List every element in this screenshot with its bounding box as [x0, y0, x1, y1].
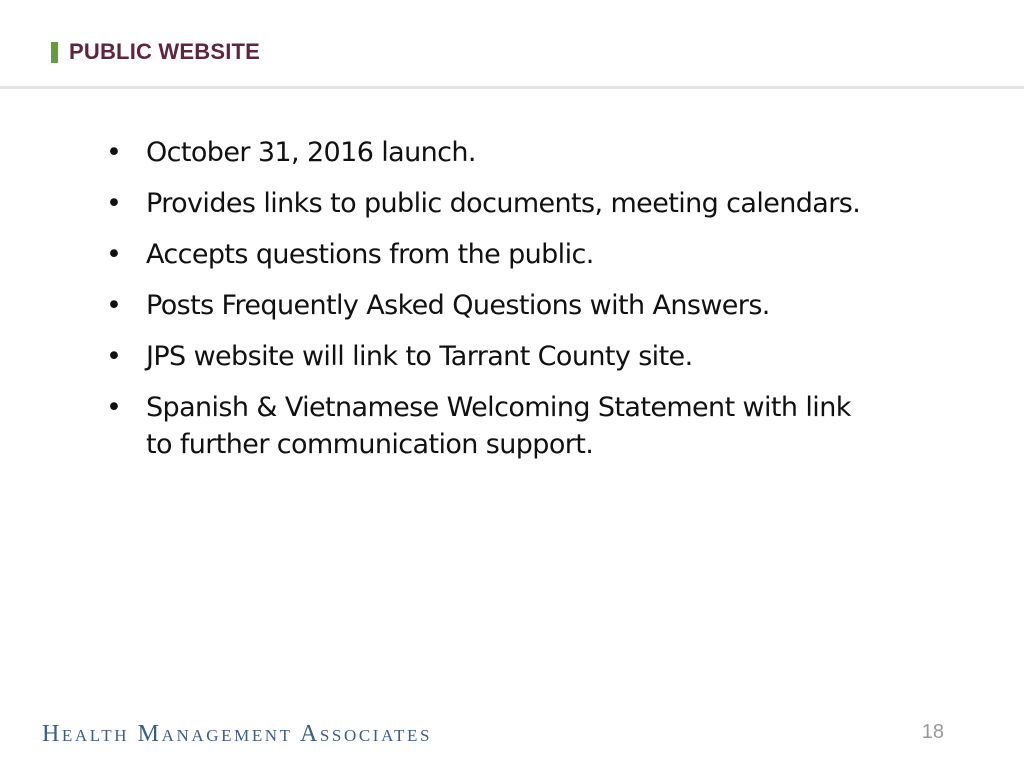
bullet-dot-icon: •	[106, 392, 122, 423]
header-divider	[0, 86, 1024, 89]
bullet-text: Posts Frequently Asked Questions with Answers.	[146, 290, 770, 321]
title-accent-bar	[51, 42, 58, 63]
slide-title: PUBLIC WEBSITE	[69, 39, 261, 64]
page-number: 18	[921, 721, 944, 743]
bullet-text: Spanish & Vietnamese Welcoming Statement with link to further communication support.	[146, 392, 851, 460]
bullet-dot-icon: •	[106, 239, 122, 270]
bullet-dot-icon: •	[106, 290, 122, 321]
bullet-text: October 31, 2016 launch.	[146, 137, 476, 168]
bullet-dot-icon: •	[106, 137, 122, 168]
bullet-text: JPS website will link to Tarrant County site.	[146, 341, 693, 372]
bullet-item	[106, 389, 866, 463]
bullet-text: Accepts questions from the public.	[146, 239, 594, 270]
bullet-text: Provides links to public documents, meeting calendars.	[146, 188, 861, 219]
bullet-dot-icon: •	[106, 188, 122, 219]
company-logo-text: Health Management Associates	[42, 721, 433, 747]
bullet-item	[106, 236, 866, 273]
bullet-item	[106, 134, 866, 171]
bullet-list	[106, 134, 866, 477]
bullet-item	[106, 338, 866, 375]
bullet-item	[106, 185, 866, 222]
bullet-item	[106, 287, 866, 324]
bullet-dot-icon: •	[106, 341, 122, 372]
